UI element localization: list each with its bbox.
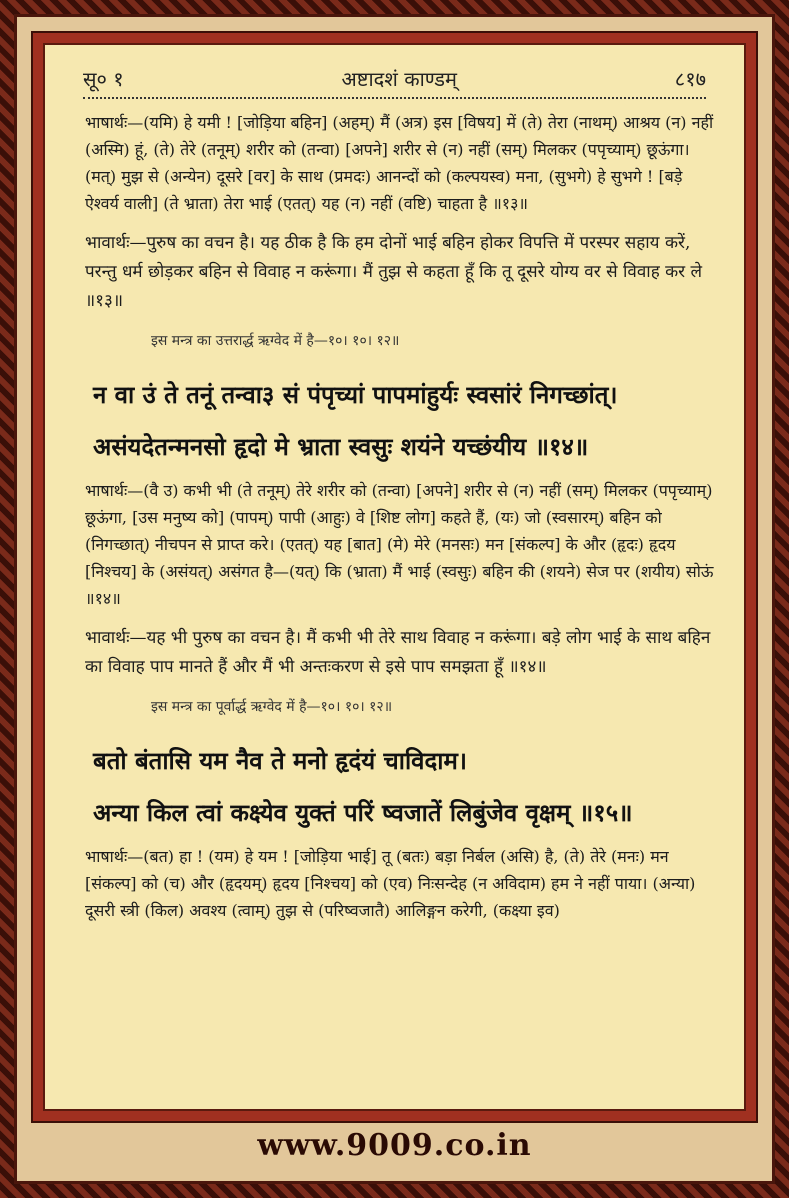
chapter-title: अष्टादशं काण्डम् (341, 66, 457, 91)
bhavartha-paragraph: भावार्थः—पुरुष का वचन है। यह ठीक है कि हम दोनों भाई बहिन होकर विपत्ति में परस्पर सहाय करें, परन्तु धर्म छोड़कर बहिन से विवाह न करूंगा। मैं तुझ से कहता हूँ कि तू दूसरे योग्य वर से विवाह कर ले ॥१३॥ (85, 233, 703, 311)
bhasharth-paragraph: भाषार्थः—(बत) हा ! (यम) हे यम ! [जोड़िया भाई] तू (बतः) बड़ा निर्बल (असि) है, (ते) तेरे (मनः) मन [संकल्प] को (च) और (हृदयम्) हृदय [निश्चय] को (एव) निःसन्देह (न अविदाम) हम ने नहीं पाया। (अन्या) दूसरी स्त्री (किल) अवश्य (त्वाम्) तुझ से (परिष्वजातै) आलिङ्गन करेगी, (कक्ष्या इव) (85, 847, 696, 920)
mantra-verse: अन्या किल त्वां कक्ष्येव युक्तं परिं ष्वजातें लिबुंजेव वृक्षम् ॥१५॥ (93, 798, 633, 827)
frame-inner-border (31, 31, 758, 1123)
bhasharth-paragraph: भाषार्थः—(वै उ) कभी भी (ते तनूम्) तेरे शरीर को (तन्वा) [अपने] शरीर से (न) नहीं (सम्) मिलकर (पपृच्याम्) छूऊंगा, [उस मनुष्य को] (पापम्) पापी (आहुः) वे [शिष्ट लोग] कहते हैं, (यः) जो (स्वसारम्) बहिन को (निगच्छात्) नीचपन से प्राप्त करे। (एतत्) यह [बात] (मे) मेरे (मनसः) मन [संकल्प] के और (हृदः) हृदय [निश्चय] के (असंयत्) असंगत है—(यत्) कि (भ्राता) मैं भाई (स्वसुः) बहिन की (शयने) सेज पर (शयीय) सोऊं ॥१४॥ (85, 481, 714, 608)
rigveda-reference-note: इस मन्त्र का पूर्वार्द्ध ऋग्वेद में है—१०। १०। १२॥ (151, 699, 393, 715)
mantra-verse: न वा उं ते तनूं तन्वा३ सं पंपृच्यां पापमांहुर्यः स्वसांरं निगच्छांत्। (93, 380, 618, 409)
bhavartha-paragraph: भावार्थः—यह भी पुरुष का वचन है। मैं कभी भी तेरे साथ विवाह न करूंगा। बड़े लोग भाई के साथ बहिन का विवाह पाप मानते हैं और मैं भी अन्तःकरण से इसे पाप समझता हूँ ॥१४॥ (85, 628, 711, 677)
rigveda-reference-note: इस मन्त्र का उत्तरार्द्ध ऋग्वेद में है—१०। १०। १२॥ (151, 333, 400, 349)
header-divider (83, 97, 706, 99)
page-number: ८१७ (674, 66, 706, 91)
page-header (83, 63, 706, 93)
mantra-verse: बतो बंतासि यम नैव ते मनो हृदंयं चाविदाम। (93, 746, 467, 775)
mantra-verse: असंयदेतन्मनसो हृदो मे भ्राता स्वसुः शयंने यच्छंयीय ॥१४॥ (93, 432, 589, 461)
bhasharth-paragraph: भाषार्थः—(यमि) हे यमी ! [जोड़िया बहिन] (अहम्) मैं (अत्र) इस [विषय] में (ते) तेरा (नाथम्) आश्रय (न) नहीं (अस्मि) हूं, (ते) तेरे (तनूम्) शरीर को (तन्वा) [अपने] शरीर से (न) नहीं (सम्) मिलकर (पपृच्याम्) छूऊंगा। (मत्) मुझ से (अन्येन) दूसरे [वर] के साथ (प्रमदः) आनन्दों को (कल्पयस्व) मना, (सुभगे) हे सुभगे ! [बड़े ऐश्वर्य वाली] (ते भ्राता) तेरा भाई (एतत्) यह (न) नहीं (वष्टि) चाहता है ॥१३॥ (85, 113, 714, 213)
frame-border (14, 14, 775, 1184)
page-content (85, 109, 714, 936)
book-page (43, 43, 746, 1111)
website-url: www.9009.co.in (257, 1128, 532, 1163)
sutra-number: सू० १ (83, 66, 124, 91)
